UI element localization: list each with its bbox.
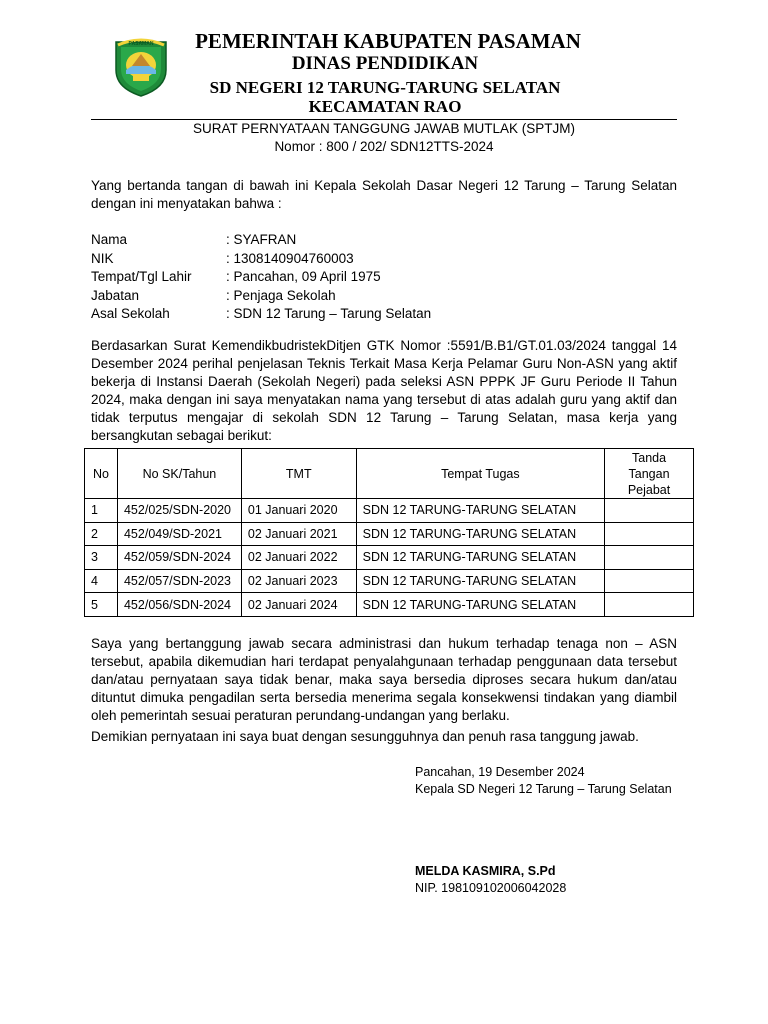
table-row xyxy=(85,546,694,570)
letterhead-school: SD NEGERI 12 TARUNG-TARUNG SELATAN xyxy=(209,78,561,97)
cell-sk: 452/059/SDN-2024 xyxy=(117,546,241,570)
cell-signature xyxy=(605,569,694,593)
cell-sk: 452/056/SDN-2024 xyxy=(117,593,241,617)
ending-statement: Demikian pernyataan ini saya buat dengan sesungguhnya dan penuh rasa tanggung jawab. xyxy=(91,729,639,744)
cell-place: SDN 12 TARUNG-TARUNG SELATAN xyxy=(356,546,604,570)
cell-place: SDN 12 TARUNG-TARUNG SELATAN xyxy=(356,499,604,523)
letterhead-government: PEMERINTAH KABUPATEN PASAMAN xyxy=(195,29,581,53)
cell-tmt: 02 Januari 2021 xyxy=(241,522,356,546)
header-place: Tempat Tugas xyxy=(356,449,604,499)
cell-tmt: 01 Januari 2020 xyxy=(241,499,356,523)
closing-paragraph: Saya yang bertanggung jawab secara administrasi dan hukum terhadap tenaga non – ASN tersebut, apabila dikemudian hari terdapat penyalahgunaan terhadap penggunaan data tersebut dan/atau pernyataan saya tidak benar, maka saya bersedia diproses secara hukum dan/atau dituntut dimuka pengadilan serta bersedia menerima segala konsekwensi tindakan yang diambil oleh pemerintah sesuai peraturan perundang-undangan yang berlaku. xyxy=(91,636,677,723)
cell-sk: 452/049/SD-2021 xyxy=(117,522,241,546)
cell-no: 4 xyxy=(85,569,118,593)
cell-no: 1 xyxy=(85,499,118,523)
cell-no: 3 xyxy=(85,546,118,570)
identity-row-position xyxy=(91,287,591,306)
cell-signature xyxy=(605,546,694,570)
identity-value: : Pancahan, 09 April 1975 xyxy=(226,269,381,285)
intro-paragraph: Yang bertanda tangan di bawah ini Kepala Sekolah Dasar Negeri 12 Tarung – Tarung Selatan dengan ini menyatakan bahwa : xyxy=(91,178,677,211)
cell-tmt: 02 Januari 2024 xyxy=(241,593,356,617)
cell-place: SDN 12 TARUNG-TARUNG SELATAN xyxy=(356,593,604,617)
cell-sk: 452/025/SDN-2020 xyxy=(117,499,241,523)
header-tmt: TMT xyxy=(241,449,356,499)
cell-signature xyxy=(605,499,694,523)
identity-row-birth xyxy=(91,268,591,287)
signature-place-date: Pancahan, 19 Desember 2024 xyxy=(415,765,585,779)
cell-place: SDN 12 TARUNG-TARUNG SELATAN xyxy=(356,569,604,593)
table-header-row xyxy=(85,449,694,499)
identity-block xyxy=(91,231,591,324)
letterhead-district: KECAMATAN RAO xyxy=(308,97,462,116)
header-no: No xyxy=(85,449,118,499)
identity-value: : SDN 12 Tarung – Tarung Selatan xyxy=(226,306,432,322)
identity-label: Jabatan xyxy=(91,287,140,303)
identity-value: : 1308140904760003 xyxy=(226,250,354,266)
identity-row-name xyxy=(91,231,591,250)
identity-label: NIK xyxy=(91,250,114,266)
cell-signature xyxy=(605,522,694,546)
cell-signature xyxy=(605,593,694,617)
cell-place: SDN 12 TARUNG-TARUNG SELATAN xyxy=(356,522,604,546)
cell-tmt: 02 Januari 2023 xyxy=(241,569,356,593)
identity-row-school xyxy=(91,305,591,324)
table-row xyxy=(85,499,694,523)
table-row xyxy=(85,593,694,617)
table-row xyxy=(85,522,694,546)
cell-sk: 452/057/SDN-2023 xyxy=(117,569,241,593)
letterhead-department: DINAS PENDIDIKAN xyxy=(291,53,479,74)
identity-value: : SYAFRAN xyxy=(226,232,297,247)
header-sk: No SK/Tahun xyxy=(117,449,241,499)
header-signature: Tanda Tangan Pejabat xyxy=(605,449,694,499)
cell-tmt: 02 Januari 2022 xyxy=(241,546,356,570)
cell-no: 2 xyxy=(85,522,118,546)
identity-value: : Penjaga Sekolah xyxy=(226,287,336,303)
signatory-nip: NIP. 198109102006042028 xyxy=(415,881,567,895)
svg-text:PASAMAN: PASAMAN xyxy=(128,41,154,47)
letterhead-divider xyxy=(91,119,677,120)
signatory-name: MELDA KASMIRA, S.Pd xyxy=(415,864,556,878)
service-record-table xyxy=(84,448,694,617)
signature-position: Kepala SD Negeri 12 Tarung – Tarung Selatan xyxy=(415,782,672,796)
cell-no: 5 xyxy=(85,593,118,617)
table-row xyxy=(85,569,694,593)
identity-label: Nama xyxy=(91,232,128,247)
identity-label: Asal Sekolah xyxy=(91,306,170,322)
body-paragraph: Berdasarkan Surat KemendikbudristekDitjen GTK Nomor :5591/B.B1/GT.01.03/2024 tanggal 14 Desember 2024 perihal penjelasan Teknis Terkait Masa Kerja Pelamar Guru Non-ASN yang aktif bekerja di Instansi Daerah (Sekolah Negeri) pada seleksi ASN PPPK JF Guru Periode II Tahun 2024, maka dengan ini saya menyatakan nama yang tersebut di atas adalah guru yang aktif dan tidak terputus mengajar di sekolah SDN 12 Tarung – Tarung Selatan, masa kerja yang bersangkutan sebagai berikut: xyxy=(91,338,677,443)
identity-label: Tempat/Tgl Lahir xyxy=(91,269,192,285)
document-title: SURAT PERNYATAAN TANGGUNG JAWAB MUTLAK (SPTJM) xyxy=(192,121,576,136)
document-number: Nomor : 800 / 202/ SDN12TTS-2024 xyxy=(274,139,494,154)
identity-row-nik xyxy=(91,250,591,269)
